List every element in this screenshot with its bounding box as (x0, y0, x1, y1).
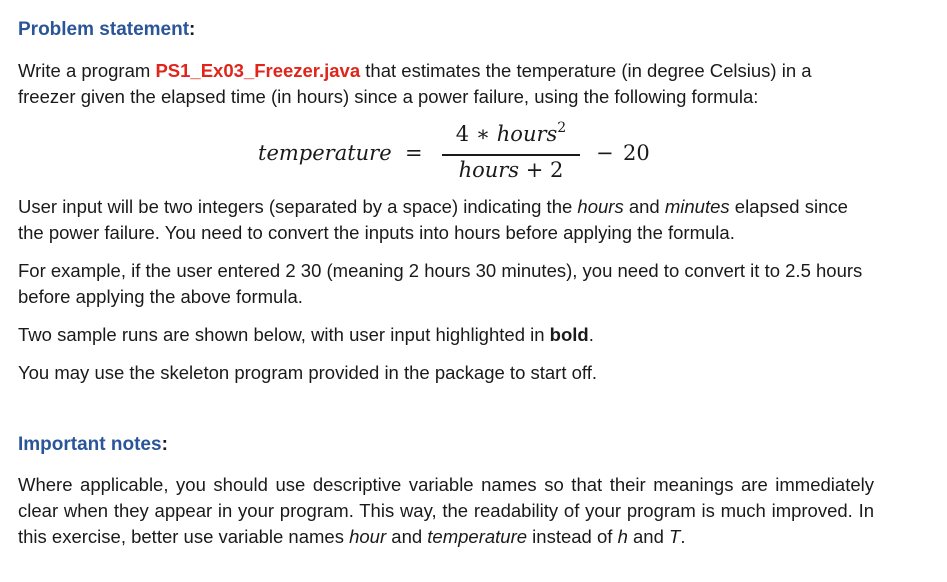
numerator-variable: hours (496, 122, 558, 146)
denominator-rest: + 2 (519, 158, 564, 182)
input-text-c: elapsed since the power failure. You need to convert the inputs into hours before applying the formula. (18, 196, 848, 243)
formula-minus: − (596, 141, 614, 165)
problem-paragraph (18, 58, 874, 110)
formula-denominator (436, 158, 586, 182)
numerator-exponent: 2 (557, 120, 567, 136)
sample-runs-bold-word: bold (549, 324, 589, 345)
skeleton-paragraph: You may use the skeleton program provided in the package to start off. (18, 362, 597, 383)
notes-var-hour: hour (349, 526, 387, 547)
problem-statement-heading-colon: : (189, 19, 196, 40)
notes-var-h: h (617, 526, 628, 547)
formula-lhs: temperature (258, 141, 392, 165)
sample-runs-text-b: . (588, 324, 594, 345)
notes-text-e: . (680, 526, 686, 547)
notes-paragraph (18, 472, 874, 550)
notes-text-a: Where applicable, you should use descriptive variable names so that their meanings are immediately clear when they appear in your program. This way, the readability of your program is much improved. In this exercise, better use variable names (18, 474, 874, 547)
input-text-hours: hours (577, 196, 624, 217)
notes-text-b: and (386, 526, 428, 547)
important-notes-heading-colon: : (161, 434, 168, 455)
sample-runs-text-a: Two sample runs are shown below, with user input highlighted in (18, 324, 550, 345)
formula-constant: 20 (623, 141, 650, 165)
program-filename: PS1_Ex03_Freezer.java (155, 60, 361, 81)
sample-runs-paragraph (18, 322, 874, 348)
problem-statement-heading (18, 19, 195, 41)
input-text-b: and (623, 196, 665, 217)
denominator-variable: hours (458, 158, 520, 182)
notes-text-d: and (627, 526, 670, 547)
problem-text-before: Write a program (18, 60, 156, 81)
notes-var-temperature: temperature (427, 526, 528, 547)
important-notes-heading-text: Important notes (18, 434, 162, 455)
input-text-minutes: minutes (664, 196, 730, 217)
notes-text-c: instead of (527, 526, 618, 547)
notes-var-T: T (669, 526, 681, 547)
input-paragraph (18, 194, 874, 246)
important-notes-heading (18, 434, 168, 456)
numerator-coefficient: 4 ∗ (455, 122, 497, 146)
formula-equals: = (405, 141, 423, 165)
formula-numerator (436, 120, 586, 146)
input-text-a: User input will be two integers (separated by a space) indicating the (18, 196, 578, 217)
fraction-bar (442, 154, 580, 156)
problem-statement-heading-text: Problem statement (18, 19, 190, 40)
problem-text-after: that estimates the temperature (in degree Celsius) in a freezer given the elapsed time (in hours) since a power failure, using the following formula: (18, 60, 812, 107)
example-paragraph: For example, if the user entered 2 30 (meaning 2 hours 30 minutes), you need to convert it to 2.5 hours before applying the above formula. (18, 260, 863, 307)
